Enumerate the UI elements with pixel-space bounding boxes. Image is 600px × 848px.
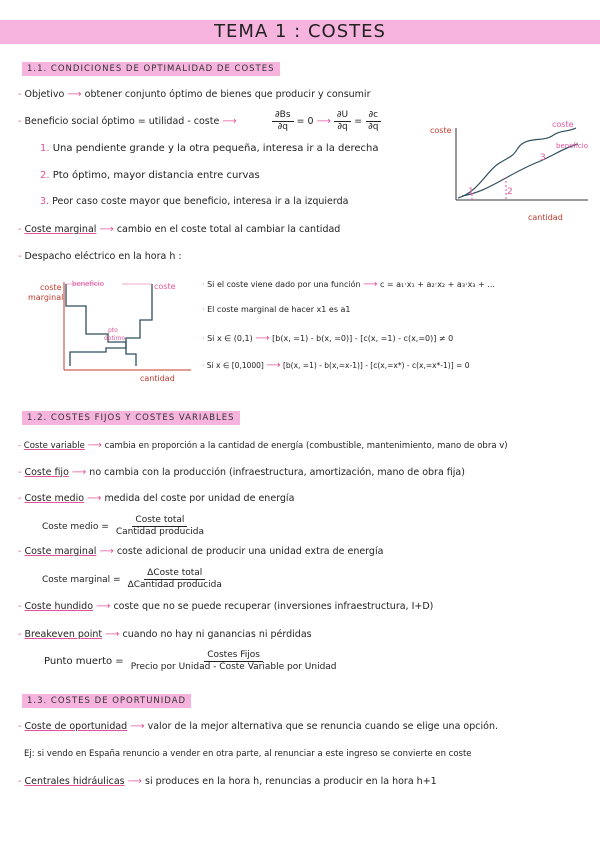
eq-dq: ∂q (337, 122, 348, 132)
marker-1: 1 (468, 187, 474, 197)
optimality-equation (272, 110, 382, 133)
marginal-line: - Coste marginal ⟶ coste adicional de producir una unidad extra de energía (18, 546, 384, 557)
despacho-line: - Despacho eléctrico en la hora h : (18, 251, 182, 262)
bullet-4-formula: [b(x, =1) - b(x,=x-1)] - [c(x,=x*) - c(x,=x*-1)] = 0 (282, 361, 470, 370)
point-2 (40, 170, 260, 181)
marginal-den: ΔCantidad producida (127, 580, 222, 590)
point-number: 3. (40, 196, 50, 207)
beneficio-text: Beneficio social óptimo = utilidad - coste (24, 116, 220, 127)
variable-text: cambia en proporción a la cantidad de energía (combustible, mantenimiento, mano de obra v) (104, 441, 508, 451)
arrow-icon: ⟶ (99, 546, 114, 557)
eq-zero: = 0 (296, 116, 314, 127)
marginal-formula (42, 568, 225, 591)
objetivo-label: Objetivo (24, 89, 65, 100)
eq-du: ∂U (334, 110, 351, 122)
x-axis-label: cantidad (528, 213, 563, 222)
arrow-icon: ⟶ (363, 279, 378, 290)
point-text: Peor caso coste mayor que beneficio, interesa ir a la izquierda (52, 196, 349, 207)
arrow-icon: ⟶ (105, 629, 120, 640)
bullet-1-formula: c = a₁·x₁ + a₂·x₂ + a₃·x₃ + ... (379, 280, 495, 289)
arrow-icon: ⟶ (222, 116, 237, 127)
pm-eq: Punto muerto = (44, 656, 124, 667)
point-text: Una pendiente grande y la otra pequeña, interesa ir a la derecha (52, 143, 379, 154)
breakeven-label: Breakeven point (24, 629, 103, 640)
page-title: TEMA 1 : COSTES (214, 21, 386, 42)
eq-dq: ∂q (277, 122, 288, 132)
bullet-4: · Si x ∈ [0,1000] ⟶ [b(x, =1) - b(x,=x-1)] - [c(x,=x*) - c(x,=x*-1)] = 0 (202, 360, 470, 371)
medio-formula (42, 515, 207, 538)
cost-curve (458, 128, 576, 198)
cost-step-curve (70, 284, 152, 366)
x-axis-label: cantidad (140, 374, 175, 383)
benefit-label: beneficio (72, 280, 104, 288)
cost-benefit-graph (428, 112, 596, 228)
hundido-line: - Coste hundido ⟶ coste que no se puede recuperar (inversiones infraestructura, I+D) (18, 601, 434, 612)
marginal-text: coste adicional de producir una unidad extra de energía (116, 546, 384, 557)
medio-text: medida del coste por unidad de energía (104, 493, 295, 504)
medio-label: Coste medio (24, 493, 85, 504)
arrow-icon: ⟶ (130, 721, 145, 732)
arrow-icon: ⟶ (87, 493, 102, 504)
bullet-2: · El coste marginal de hacer x1 es a1 (202, 305, 351, 314)
point-number: 1. (40, 143, 50, 154)
arrow-icon: ⟶ (266, 360, 281, 371)
pm-num: Costes Fijos (204, 650, 263, 662)
objetivo-text: obtener conjunto óptimo de bienes que producir y consumir (84, 89, 371, 100)
breakeven-text: cuando no hay ni ganancias ni pérdidas (122, 629, 312, 640)
cost-label: coste (154, 282, 176, 291)
marginal-label: Coste marginal (24, 546, 97, 557)
objetivo-line: - Objetivo ⟶ obtener conjunto óptimo de bienes que producir y consumir (18, 89, 371, 100)
bullet-1-text: Si el coste viene dado por una función (207, 280, 361, 289)
eq-dq: ∂q (368, 122, 379, 132)
fijo-label: Coste fijo (24, 467, 69, 478)
centrales-label: Centrales hidráulicas (24, 776, 125, 787)
arrow-icon: ⟶ (316, 116, 331, 127)
medio-eq: Coste medio = (42, 521, 109, 532)
point-text: Pto óptimo, mayor distancia entre curvas (52, 170, 260, 181)
bullet-4-pre: Si x ∈ [0,1000] (206, 361, 264, 370)
ejemplo-line: Ej: si vendo en España renuncio a vender en otra parte, al renunciar a este ingreso se convierte en coste (24, 749, 472, 759)
beneficio-line: - Beneficio social óptimo = utilidad - coste ⟶ (18, 116, 237, 127)
point-number: 2. (40, 170, 50, 181)
arrow-icon: ⟶ (71, 467, 87, 478)
coste-marginal-text: cambio en el coste total al cambiar la cantidad (116, 224, 341, 235)
oportunidad-label: Coste de oportunidad (24, 721, 128, 732)
marker-2: 2 (507, 187, 513, 197)
hundido-text: coste que no se puede recuperar (inversiones infraestructura, I+D) (113, 601, 434, 612)
beneficio-curve-label: beneficio (556, 142, 588, 150)
bullet-2-text: El coste marginal de hacer x1 es a1 (207, 305, 351, 314)
marginal-num: ΔCoste total (144, 568, 205, 580)
bullet-3-formula: [b(x, =1) - b(x, =0)] - [c(x, =1) - c(x,=0)] ≠ 0 (272, 334, 454, 343)
fijo-text: no cambia con la producción (infraestructura, amortización, mano de obra fija) (89, 467, 465, 478)
pm-den: Precio por Unidad - Coste Variable por Unidad (130, 662, 337, 672)
medio-den: Cantidad producida (115, 527, 204, 537)
arrow-icon: ⟶ (87, 440, 102, 451)
hundido-label: Coste hundido (24, 601, 94, 612)
point-1 (40, 143, 379, 154)
variable-label: Coste variable (23, 441, 85, 451)
benefit-curve (462, 144, 578, 196)
arrow-icon: ⟶ (99, 224, 114, 235)
bullet-1: · Si el coste viene dado por una función ⟶ c = a₁·x₁ + a₂·x₂ + a₃·x₃ + ... (202, 279, 495, 290)
eq-dc: ∂c (366, 110, 382, 122)
benefit-step-curve (66, 284, 136, 366)
arrow-icon: ⟶ (96, 601, 111, 612)
eq-equals: = (354, 116, 363, 127)
oportunidad-line: - Coste de oportunidad ⟶ valor de la mejor alternativa que se renuncia cuando se elige una opción. (18, 721, 498, 732)
punto-muerto-formula (44, 650, 340, 673)
y-axis-label: coste (430, 126, 452, 135)
centrales-line: - Centrales hidráulicas ⟶ si produces en la hora h, renuncias a producir en la hora h+1 (18, 776, 437, 787)
breakeven-line: - Breakeven point ⟶ cuando no hay ni ganancias ni pérdidas (18, 629, 312, 640)
despacho-text: Despacho eléctrico en la hora h : (24, 251, 182, 262)
y-axis-label-1: coste (40, 283, 62, 292)
coste-marginal-line: - Coste marginal ⟶ cambio en el coste total al cambiar la cantidad (18, 224, 341, 235)
bullet-3-pre: Si x ∈ (0,1) (207, 334, 253, 343)
point-3 (40, 196, 348, 207)
coste-marginal-label: Coste marginal (24, 224, 97, 235)
opt-label-1: pto (108, 327, 118, 334)
marker-3: 3 (540, 153, 546, 163)
y-axis-label-2: marginal (28, 293, 64, 302)
fijo-line: - Coste fijo ⟶ no cambia con la producción (infraestructura, amortización, mano de obra fija) (18, 467, 465, 478)
section-heading-1-1: 1.1. CONDICIONES DE OPTIMALIDAD DE COSTES (22, 62, 280, 76)
variable-line: - Coste variable ⟶ cambia en proporción a la cantidad de energía (combustible, mantenimiento, mano de obra v) (18, 440, 508, 451)
eq-dbs: ∂Bs (272, 110, 294, 122)
coste-curve-label: coste (552, 120, 574, 129)
oportunidad-text: valor de la mejor alternativa que se renuncia cuando se elige una opción. (147, 721, 498, 732)
centrales-text: si produces en la hora h, renuncias a producir en la hora h+1 (145, 776, 437, 787)
marginal-eq: Coste marginal = (42, 574, 121, 585)
marginal-cost-graph (26, 276, 198, 388)
bullet-3: · Si x ∈ (0,1) ⟶ [b(x, =1) - b(x, =0)] - [c(x, =1) - c(x,=0)] ≠ 0 (202, 333, 454, 344)
medio-line: - Coste medio ⟶ medida del coste por unidad de energía (18, 493, 295, 504)
section-heading-1-3: 1.3. COSTES DE OPORTUNIDAD (22, 694, 191, 708)
arrow-icon: ⟶ (67, 89, 82, 100)
opt-label-2: óptimo (104, 335, 126, 342)
arrow-icon: ⟶ (255, 333, 270, 344)
medio-num: Coste total (132, 515, 187, 527)
arrow-icon: ⟶ (127, 776, 142, 787)
section-heading-1-2: 1.2. COSTES FIJOS Y COSTES VARIABLES (22, 411, 240, 425)
